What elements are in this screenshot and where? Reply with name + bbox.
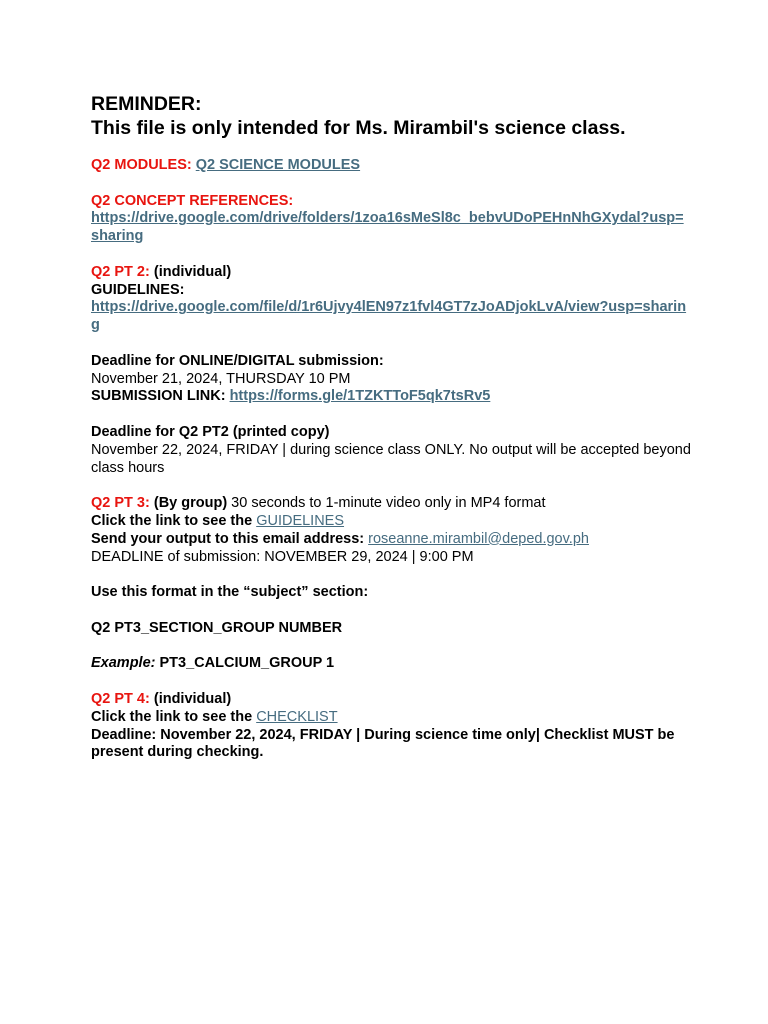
example-line xyxy=(91,655,691,673)
concept-label: Q2 CONCEPT REFERENCES: xyxy=(91,192,294,209)
pt3-label: Q2 PT 3: xyxy=(91,495,150,512)
concept-references-link[interactable]: https://drive.google.com/drive/folders/1zoa16sMeSl8c_bebvUDoPEHnNhGXydal?usp=sharing xyxy=(91,210,684,245)
pt4-mode: (individual) xyxy=(153,690,232,707)
pt3-email-link[interactable]: roseanne.mirambil@deped.gov.ph xyxy=(368,530,589,547)
subject-format: Q2 PT3_SECTION_GROUP NUMBER xyxy=(91,619,343,636)
pt3-description: 30 seconds to 1-minute video only in MP4 format xyxy=(227,495,546,512)
document-content xyxy=(91,92,691,762)
pt4-click-text: Click the link to see the xyxy=(91,708,257,725)
online-deadline: November 21, 2024, THURSDAY 10 PM xyxy=(91,370,351,387)
pt2-heading xyxy=(91,264,691,282)
pt3-email-line xyxy=(91,531,691,549)
pt3-send-text: Send your output to this email address: xyxy=(91,530,369,547)
reminder-subtitle: This file is only intended for Ms. Mirambil's science class. xyxy=(91,117,626,139)
pt3-guidelines-line xyxy=(91,513,691,531)
pt4-label: Q2 PT 4: xyxy=(91,690,150,707)
online-deadline-label: Deadline for ONLINE/DIGITAL submission: xyxy=(91,352,384,369)
pt3-mode: (By group) xyxy=(153,495,228,512)
modules-line xyxy=(91,157,691,175)
printed-deadline: November 22, 2024, FRIDAY | during science class ONLY. No output will be accepted beyond class hours xyxy=(91,441,691,476)
submission-link[interactable]: https://forms.gle/1TZKTToF5qk7tsRv5 xyxy=(229,388,491,405)
pt2-guidelines-link-line xyxy=(91,299,691,335)
science-modules-link[interactable]: Q2 SCIENCE MODULES xyxy=(195,157,361,173)
pt3-heading xyxy=(91,495,691,513)
pt3-guidelines-link[interactable]: GUIDELINES xyxy=(256,512,345,529)
pt2-guidelines-label: GUIDELINES: xyxy=(91,281,185,298)
submission-line xyxy=(91,388,691,406)
pt2-guidelines-link[interactable]: https://drive.google.com/file/d/1r6Ujvy4lEN97z1fvl4GT7zJoADjokLvA/view?usp=sharing xyxy=(91,299,687,334)
pt4-checklist-link[interactable]: CHECKLIST xyxy=(256,708,338,725)
format-instruction: Use this format in the “subject” section: xyxy=(91,584,369,601)
pt4-heading xyxy=(91,691,691,709)
pt4-deadline: Deadline: November 22, 2024, FRIDAY | During science time only| Checklist MUST be present during checking. xyxy=(91,726,675,761)
pt2-mode: (individual) xyxy=(153,263,232,280)
submission-label: SUBMISSION LINK: xyxy=(91,388,226,405)
pt3-deadline: DEADLINE of submission: NOVEMBER 29, 2024 | 9:00 PM xyxy=(91,548,474,565)
reminder-title: REMINDER: xyxy=(91,93,202,115)
example-label: Example: xyxy=(91,655,156,672)
pt2-label: Q2 PT 2: xyxy=(91,263,150,280)
modules-label: Q2 MODULES: xyxy=(91,157,192,173)
pt3-click-text: Click the link to see the xyxy=(91,512,257,529)
printed-deadline-label: Deadline for Q2 PT2 (printed copy) xyxy=(91,423,330,440)
example-value: PT3_CALCIUM_GROUP 1 xyxy=(155,655,335,672)
concept-references-link-line xyxy=(91,210,691,246)
pt4-checklist-line xyxy=(91,709,691,727)
